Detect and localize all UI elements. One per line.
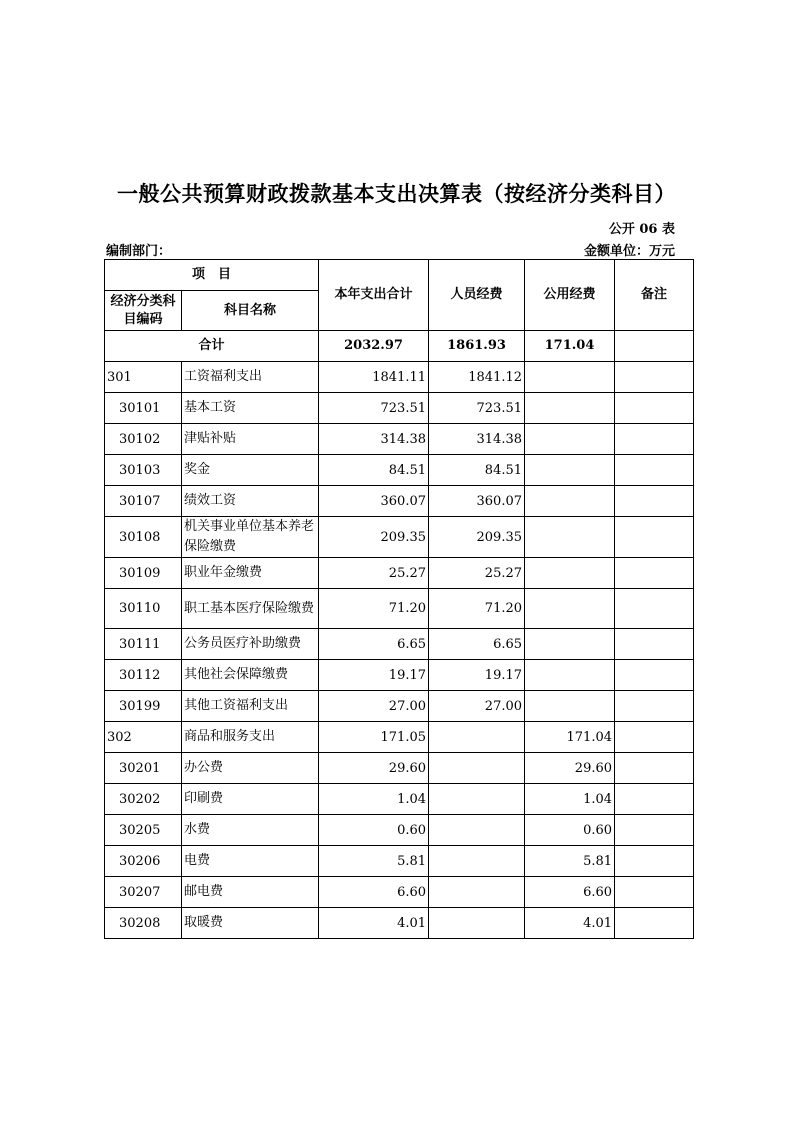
row-total: 71.20	[319, 589, 429, 629]
row-personnel: 84.51	[429, 455, 525, 486]
row-remark	[615, 660, 694, 691]
page-title: 一般公共预算财政拨款基本支出决算表（按经济分类科目）	[117, 181, 676, 206]
summary-total: 2032.97	[319, 331, 429, 362]
row-total: 314.38	[319, 424, 429, 455]
header-name: 科目名称	[182, 291, 319, 331]
row-public: 1.04	[525, 784, 615, 815]
row-code: 30111	[105, 629, 182, 660]
row-personnel	[429, 908, 525, 939]
summary-remark	[615, 331, 694, 362]
row-remark	[615, 486, 694, 517]
row-public	[525, 393, 615, 424]
row-remark	[615, 877, 694, 908]
row-remark	[615, 629, 694, 660]
row-public: 4.01	[525, 908, 615, 939]
table-row	[105, 908, 694, 939]
row-code: 30109	[105, 558, 182, 589]
summary-personnel: 1861.93	[429, 331, 525, 362]
row-public	[525, 362, 615, 393]
row-personnel	[429, 846, 525, 877]
row-name: 其他工资福利支出	[182, 691, 319, 722]
row-remark	[615, 558, 694, 589]
row-code: 30112	[105, 660, 182, 691]
table-row	[105, 558, 694, 589]
header-item: 项 目	[105, 260, 319, 291]
header-public: 公用经费	[525, 260, 615, 331]
table-row	[105, 362, 694, 393]
row-remark	[615, 393, 694, 424]
row-personnel: 19.17	[429, 660, 525, 691]
table-row	[105, 722, 694, 753]
row-code: 30206	[105, 846, 182, 877]
row-name: 其他社会保障缴费	[182, 660, 319, 691]
row-name: 奖金	[182, 455, 319, 486]
row-name: 水费	[182, 815, 319, 846]
table-row	[105, 753, 694, 784]
table-row	[105, 589, 694, 629]
header-remark: 备注	[615, 260, 694, 331]
row-name: 公务员医疗补助缴费	[182, 629, 319, 660]
row-personnel	[429, 784, 525, 815]
row-personnel: 360.07	[429, 486, 525, 517]
row-name: 工资福利支出	[182, 362, 319, 393]
row-public	[525, 660, 615, 691]
row-remark	[615, 362, 694, 393]
row-code: 30205	[105, 815, 182, 846]
row-code: 30103	[105, 455, 182, 486]
row-public: 29.60	[525, 753, 615, 784]
row-personnel: 723.51	[429, 393, 525, 424]
row-code: 30101	[105, 393, 182, 424]
row-total: 6.65	[319, 629, 429, 660]
row-personnel: 25.27	[429, 558, 525, 589]
row-total: 84.51	[319, 455, 429, 486]
row-public	[525, 517, 615, 558]
table-row	[105, 455, 694, 486]
row-name: 职工基本医疗保险缴费	[182, 589, 319, 629]
table-row	[105, 691, 694, 722]
row-code: 30102	[105, 424, 182, 455]
table-row	[105, 424, 694, 455]
header-personnel: 人员经费	[429, 260, 525, 331]
row-public	[525, 424, 615, 455]
row-code: 30207	[105, 877, 182, 908]
table-row	[105, 517, 694, 558]
row-personnel: 71.20	[429, 589, 525, 629]
row-personnel: 6.65	[429, 629, 525, 660]
table-row	[105, 660, 694, 691]
row-public: 0.60	[525, 815, 615, 846]
table-number: 公开 06 表	[608, 222, 675, 237]
table-row	[105, 846, 694, 877]
row-personnel: 209.35	[429, 517, 525, 558]
summary-public: 171.04	[525, 331, 615, 362]
row-remark	[615, 815, 694, 846]
row-remark	[615, 908, 694, 939]
row-remark	[615, 722, 694, 753]
row-public	[525, 486, 615, 517]
header-row-1	[105, 260, 694, 291]
row-personnel: 27.00	[429, 691, 525, 722]
row-total: 19.17	[319, 660, 429, 691]
row-code: 30202	[105, 784, 182, 815]
row-name: 电费	[182, 846, 319, 877]
row-total: 27.00	[319, 691, 429, 722]
row-name: 基本工资	[182, 393, 319, 424]
row-name: 取暖费	[182, 908, 319, 939]
table-row	[105, 815, 694, 846]
row-remark	[615, 691, 694, 722]
header-code: 经济分类科目编码	[105, 291, 182, 331]
summary-row	[105, 331, 694, 362]
row-total: 171.05	[319, 722, 429, 753]
row-public: 5.81	[525, 846, 615, 877]
row-public	[525, 589, 615, 629]
row-total: 0.60	[319, 815, 429, 846]
row-personnel: 314.38	[429, 424, 525, 455]
row-name: 邮电费	[182, 877, 319, 908]
row-code: 30208	[105, 908, 182, 939]
row-total: 723.51	[319, 393, 429, 424]
row-total: 1.04	[319, 784, 429, 815]
header-total: 本年支出合计	[319, 260, 429, 331]
row-public	[525, 691, 615, 722]
row-name: 商品和服务支出	[182, 722, 319, 753]
row-code: 30201	[105, 753, 182, 784]
table-row	[105, 486, 694, 517]
row-personnel	[429, 877, 525, 908]
table-row	[105, 629, 694, 660]
row-public: 171.04	[525, 722, 615, 753]
row-total: 25.27	[319, 558, 429, 589]
row-code: 30107	[105, 486, 182, 517]
row-remark	[615, 846, 694, 877]
row-total: 5.81	[319, 846, 429, 877]
row-remark	[615, 424, 694, 455]
row-personnel	[429, 815, 525, 846]
row-total: 6.60	[319, 877, 429, 908]
row-name: 津贴补贴	[182, 424, 319, 455]
table-row	[105, 877, 694, 908]
row-total: 1841.11	[319, 362, 429, 393]
row-public	[525, 455, 615, 486]
row-code: 30110	[105, 589, 182, 629]
amount-unit-label: 金额单位：万元	[583, 244, 675, 259]
row-name: 职业年金缴费	[182, 558, 319, 589]
summary-label: 合计	[105, 331, 319, 362]
row-remark	[615, 455, 694, 486]
row-public	[525, 558, 615, 589]
row-name: 绩效工资	[182, 486, 319, 517]
expenditure-table	[104, 259, 694, 939]
row-code: 301	[105, 362, 182, 393]
row-personnel	[429, 753, 525, 784]
row-code: 302	[105, 722, 182, 753]
row-public	[525, 629, 615, 660]
row-personnel: 1841.12	[429, 362, 525, 393]
row-code: 30108	[105, 517, 182, 558]
row-total: 360.07	[319, 486, 429, 517]
row-remark	[615, 753, 694, 784]
row-name: 印刷费	[182, 784, 319, 815]
row-personnel	[429, 722, 525, 753]
row-name: 机关事业单位基本养老保险缴费	[182, 517, 319, 558]
department-label: 编制部门：	[106, 244, 172, 259]
row-remark	[615, 784, 694, 815]
row-total: 209.35	[319, 517, 429, 558]
table-row	[105, 784, 694, 815]
row-public: 6.60	[525, 877, 615, 908]
row-total: 29.60	[319, 753, 429, 784]
row-remark	[615, 589, 694, 629]
row-name: 办公费	[182, 753, 319, 784]
table-row	[105, 393, 694, 424]
row-code: 30199	[105, 691, 182, 722]
row-total: 4.01	[319, 908, 429, 939]
row-remark	[615, 517, 694, 558]
